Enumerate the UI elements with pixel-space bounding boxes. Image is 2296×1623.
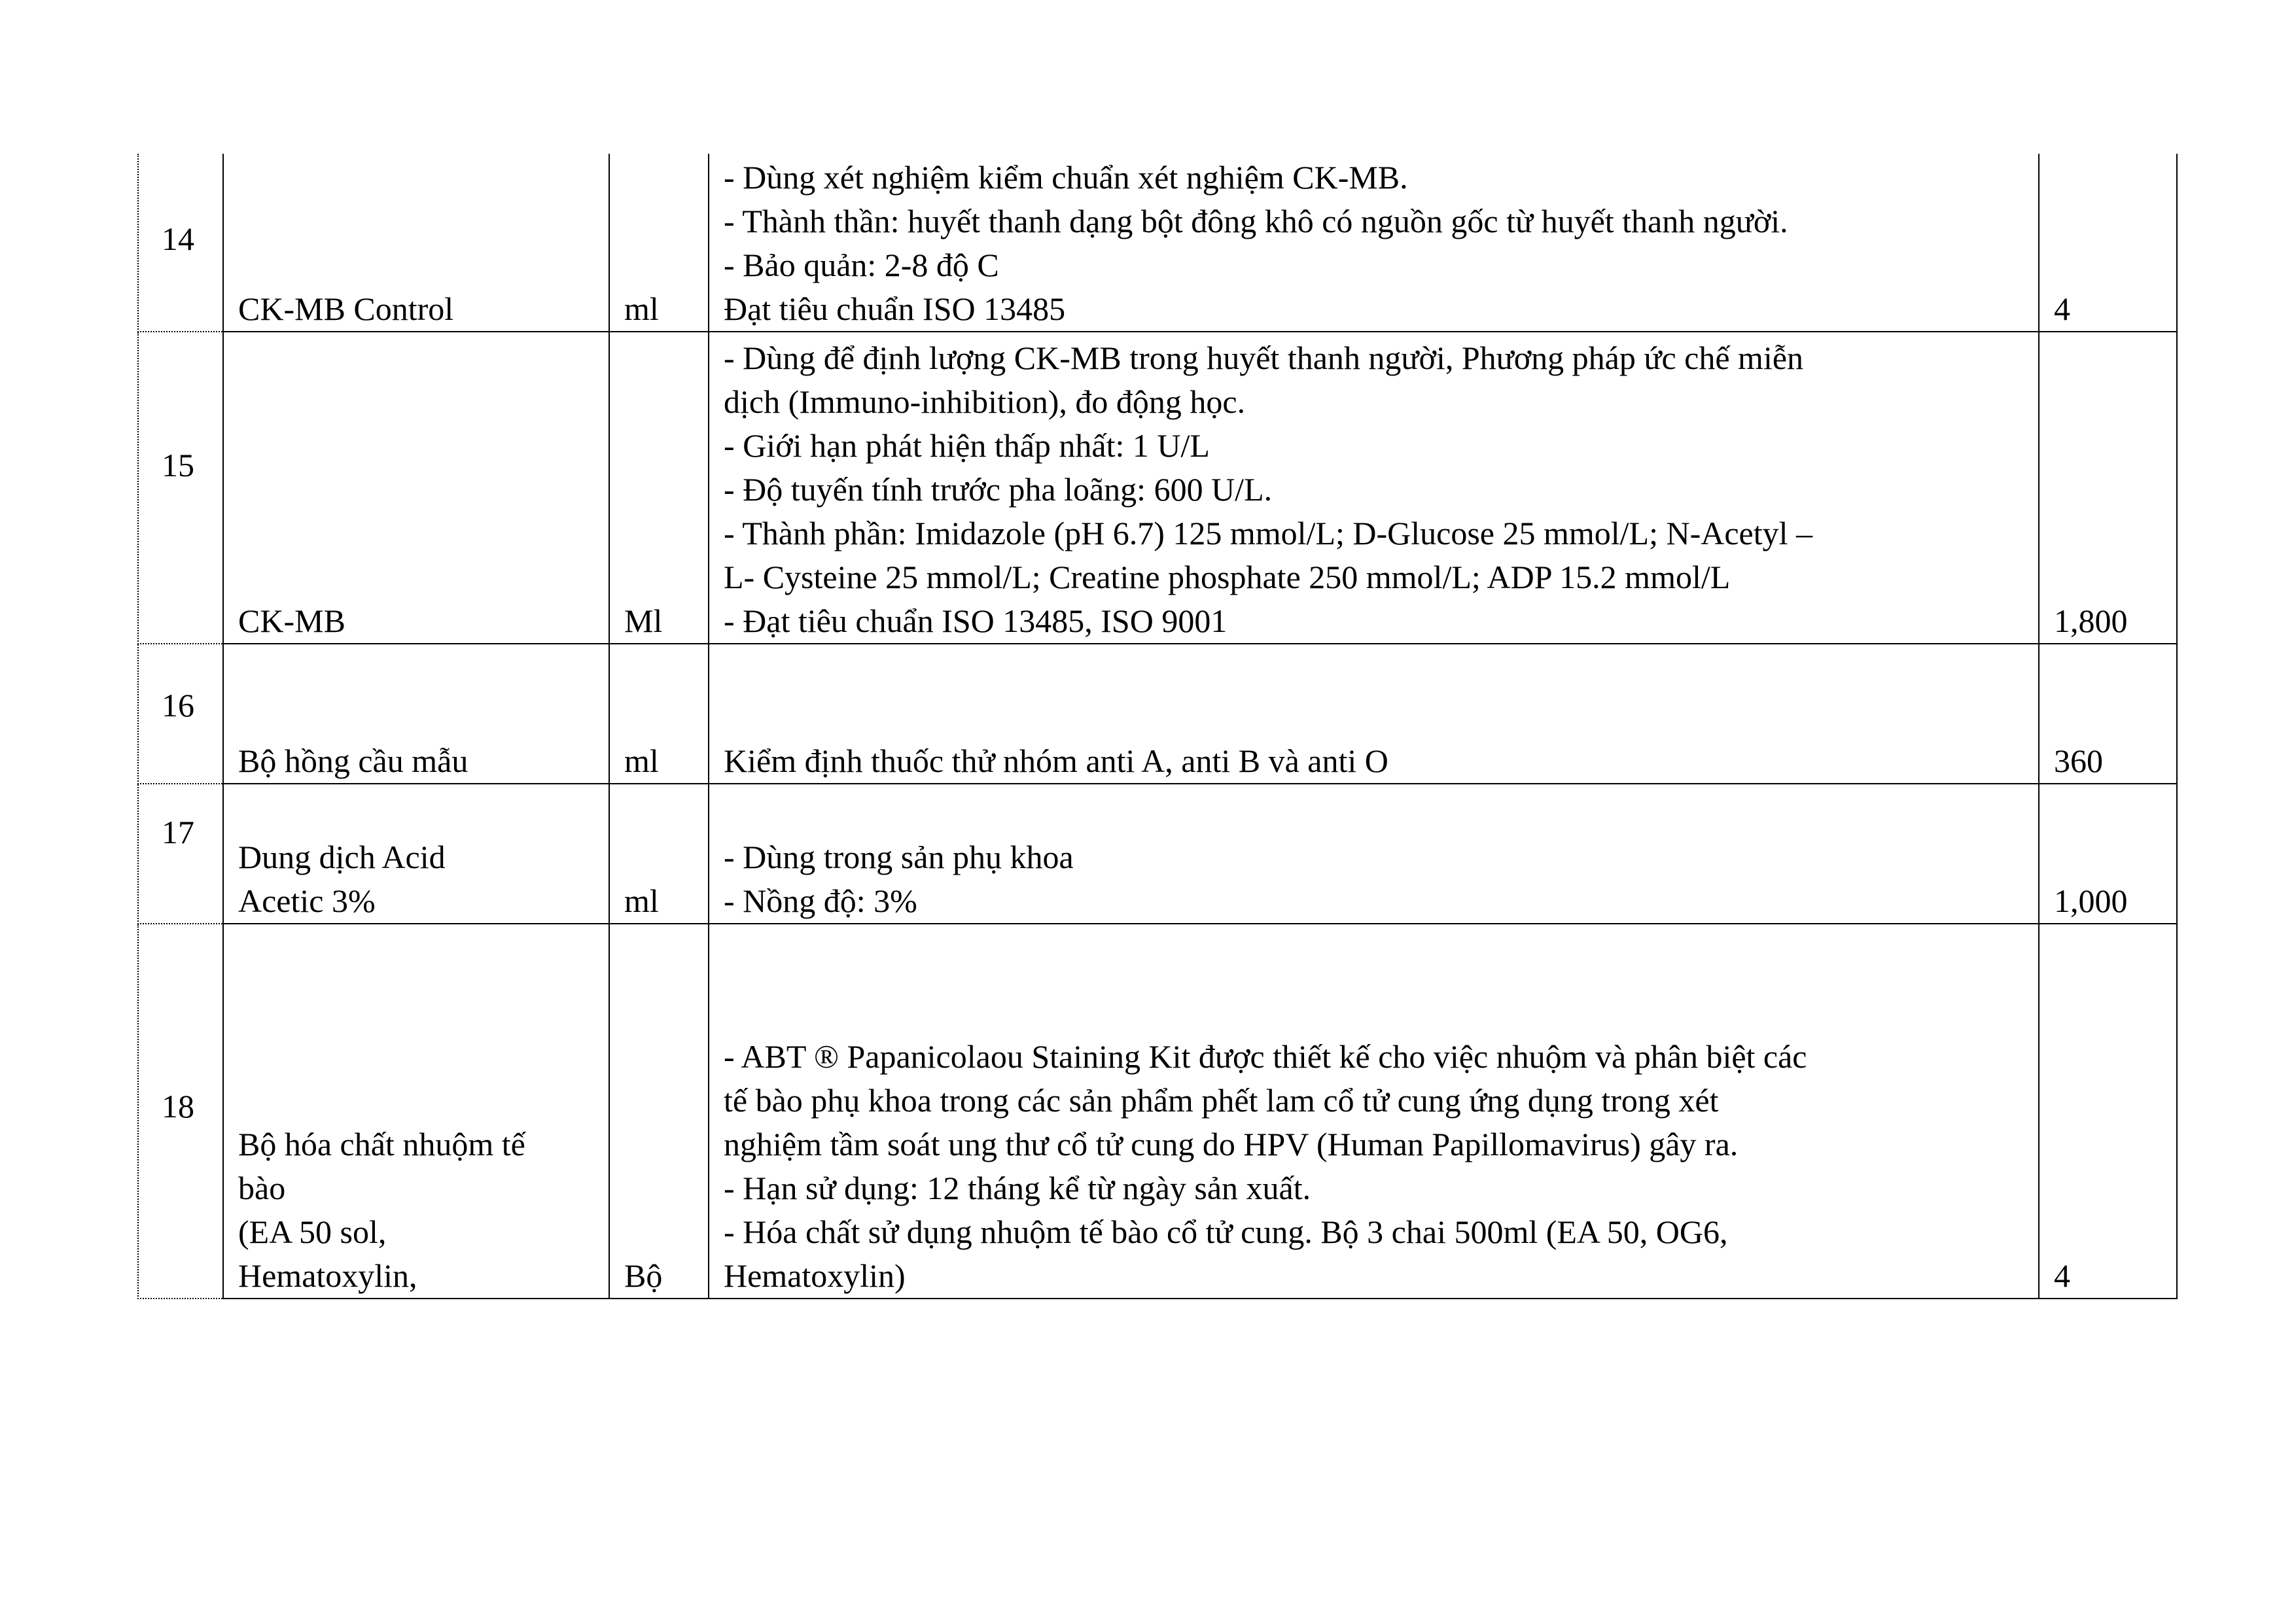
item-name-line: CK-MB Control (238, 290, 454, 327)
row-number-cell (138, 154, 223, 332)
item-name-line: Acetic 3% (238, 882, 376, 919)
table-row (138, 924, 2177, 1299)
quantity-cell (2039, 784, 2177, 924)
description-line: - Dùng để định lượng CK-MB trong huyết thanh người, Phương pháp ức chế miễn (724, 340, 1804, 376)
description-line: nghiệm tầm soát ung thư cổ tử cung do HPV (Human Papillomavirus) gây ra. (724, 1126, 1739, 1162)
item-name-cell (223, 154, 609, 332)
row-number: 17 (162, 814, 194, 850)
unit-cell (609, 644, 709, 784)
quantity-cell (2039, 154, 2177, 332)
item-name-cell (223, 644, 609, 784)
description-line: dịch (Immuno-inhibition), đo động học. (724, 383, 1246, 420)
unit-text: Bộ (624, 1257, 663, 1294)
item-name-line: bào (238, 1170, 286, 1206)
description-line: - Giới hạn phát hiện thấp nhất: 1 U/L (724, 427, 1210, 464)
item-name-line: (EA 50 sol, (238, 1213, 387, 1250)
item-name-line: Hematoxylin, (238, 1257, 417, 1294)
row-number-cell (138, 644, 223, 784)
quantity-cell (2039, 924, 2177, 1299)
description-line: tế bào phụ khoa trong các sản phẩm phết lam cổ tử cung ứng dụng trong xét (724, 1082, 1719, 1119)
row-number-cell (138, 332, 223, 644)
description-line: - Nồng độ: 3% (724, 882, 917, 919)
quantity-text: 360 (2054, 742, 2103, 779)
item-name-line: Bộ hồng cầu mẫu (238, 742, 468, 779)
row-number-cell (138, 924, 223, 1299)
description-cell (709, 644, 2039, 784)
description-line: - Độ tuyến tính trước pha loãng: 600 U/L. (724, 471, 1273, 508)
unit-cell (609, 332, 709, 644)
unit-cell (609, 154, 709, 332)
description-line: - Đạt tiêu chuẩn ISO 13485, ISO 9001 (724, 602, 1227, 639)
item-name-cell (223, 332, 609, 644)
item-name-cell (223, 924, 609, 1299)
unit-text: ml (624, 290, 659, 327)
item-name-line: Dung dịch Acid (238, 839, 446, 875)
description-line: - Bảo quản: 2-8 độ C (724, 247, 999, 283)
row-number: 15 (162, 447, 194, 483)
table-row (138, 332, 2177, 644)
description-line: - Dùng trong sản phụ khoa (724, 839, 1074, 875)
description-cell (709, 784, 2039, 924)
quantity-text: 4 (2054, 290, 2070, 327)
unit-cell (609, 924, 709, 1299)
description-cell (709, 154, 2039, 332)
row-number: 18 (162, 1088, 194, 1125)
item-name-line: CK-MB (238, 602, 345, 639)
unit-text: ml (624, 742, 659, 779)
description-cell (709, 924, 2039, 1299)
unit-cell (609, 784, 709, 924)
description-line: Hematoxylin) (724, 1257, 906, 1294)
quantity-text: 4 (2054, 1257, 2070, 1294)
description-line: Kiểm định thuốc thử nhóm anti A, anti B và anti O (724, 742, 1388, 779)
description-line: - Hóa chất sử dụng nhuộm tế bào cổ tử cung. Bộ 3 chai 500ml (EA 50, OG6, (724, 1213, 1728, 1250)
quantity-cell (2039, 644, 2177, 784)
description-cell (709, 332, 2039, 644)
row-number: 14 (162, 220, 194, 257)
item-name-cell (223, 784, 609, 924)
description-line: Đạt tiêu chuẩn ISO 13485 (724, 290, 1066, 327)
table-row (138, 154, 2177, 332)
specification-table (137, 154, 2178, 1299)
row-number: 16 (162, 687, 194, 724)
quantity-text: 1,000 (2054, 882, 2128, 919)
description-line: - Dùng xét nghiệm kiểm chuẩn xét nghiệm CK-MB. (724, 159, 1408, 196)
item-name-line: Bộ hóa chất nhuộm tế (238, 1126, 525, 1162)
table-row (138, 644, 2177, 784)
unit-text: Ml (624, 602, 663, 639)
quantity-text: 1,800 (2054, 602, 2128, 639)
description-line: - Hạn sử dụng: 12 tháng kể từ ngày sản xuất. (724, 1170, 1311, 1206)
unit-text: ml (624, 882, 659, 919)
row-number-cell (138, 784, 223, 924)
description-line: - ABT ® Papanicolaou Staining Kit được thiết kế cho việc nhuộm và phân biệt các (724, 1038, 1807, 1075)
table-row (138, 784, 2177, 924)
description-line: L- Cysteine 25 mmol/L; Creatine phosphate 250 mmol/L; ADP 15.2 mmol/L (724, 559, 1731, 595)
quantity-cell (2039, 332, 2177, 644)
description-line: - Thành phần: Imidazole (pH 6.7) 125 mmol/L; D-Glucose 25 mmol/L; N-Acetyl – (724, 515, 1813, 551)
description-line: - Thành thần: huyết thanh dạng bột đông khô có nguồn gốc từ huyết thanh người. (724, 203, 1788, 239)
